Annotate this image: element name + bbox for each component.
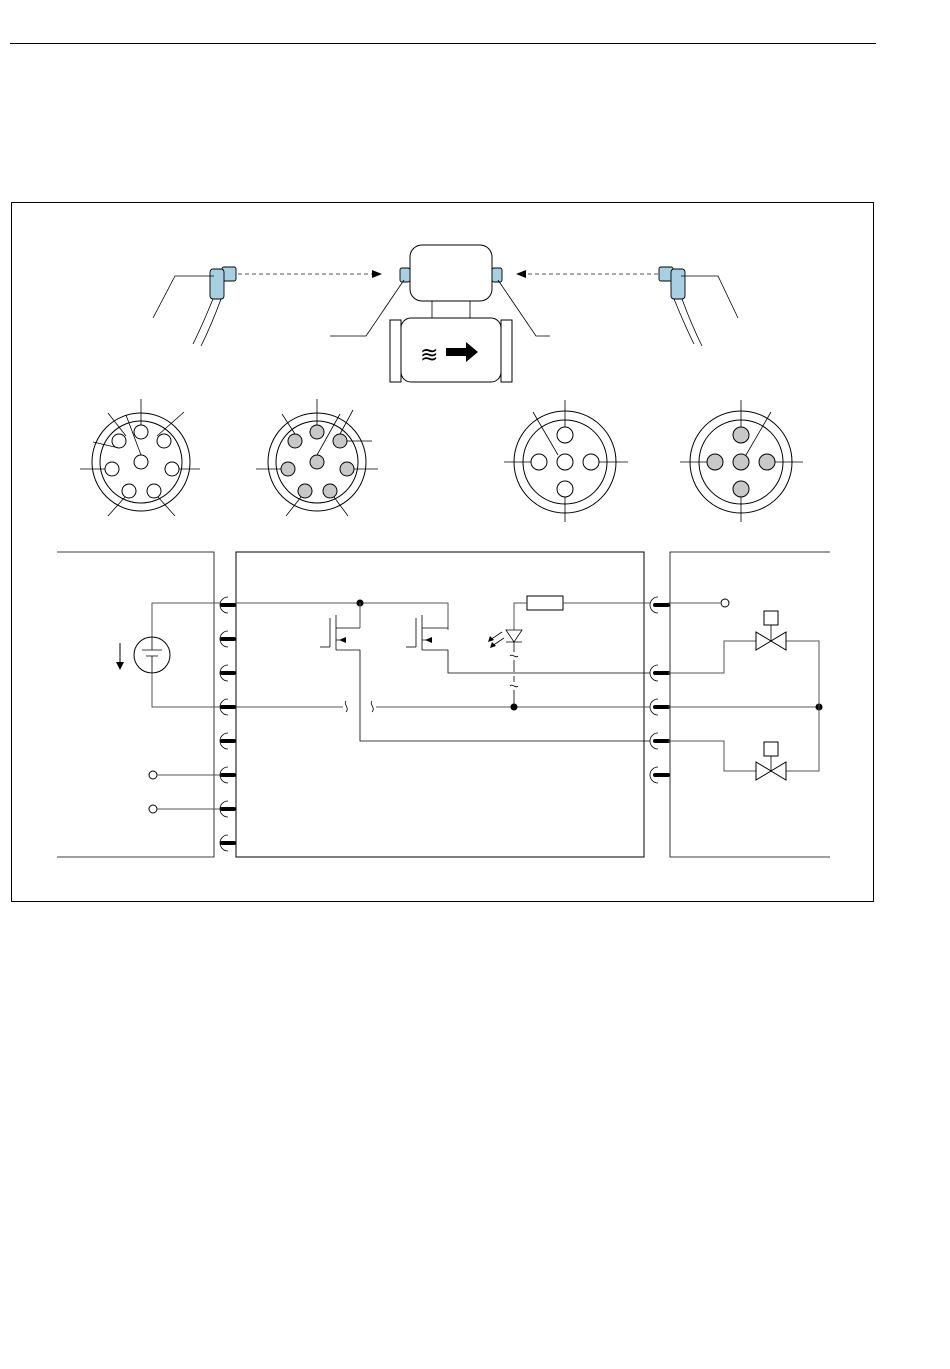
solenoid-valve-icon (756, 611, 786, 650)
connector-c-pinout (504, 400, 628, 522)
transmitter-neck (432, 301, 470, 320)
power-supply (116, 603, 220, 707)
flowmeter-illustration (330, 245, 550, 382)
left-terminal-box (57, 552, 214, 857)
transmitter-housing (410, 245, 492, 301)
right-terminal-box (670, 552, 830, 857)
connector-a-pinout (80, 399, 200, 516)
device-electronics-box (236, 552, 644, 857)
connector-d-pinout (680, 400, 803, 522)
device-connector-right (492, 268, 502, 282)
left-sockets (220, 597, 234, 851)
flange-left (390, 320, 401, 382)
cable-plug-left (153, 267, 236, 346)
external-load-wiring (668, 599, 823, 780)
flow-symbol: ≋ (420, 343, 439, 368)
connector-b-pinout (256, 399, 378, 516)
flange-right (501, 320, 512, 382)
cable-plug-right (659, 267, 738, 346)
right-sockets (650, 597, 668, 783)
device-connector-left (400, 268, 410, 282)
internal-wiring (236, 596, 650, 741)
solenoid-valve-icon (756, 742, 786, 780)
left-open-terminals (149, 771, 220, 813)
